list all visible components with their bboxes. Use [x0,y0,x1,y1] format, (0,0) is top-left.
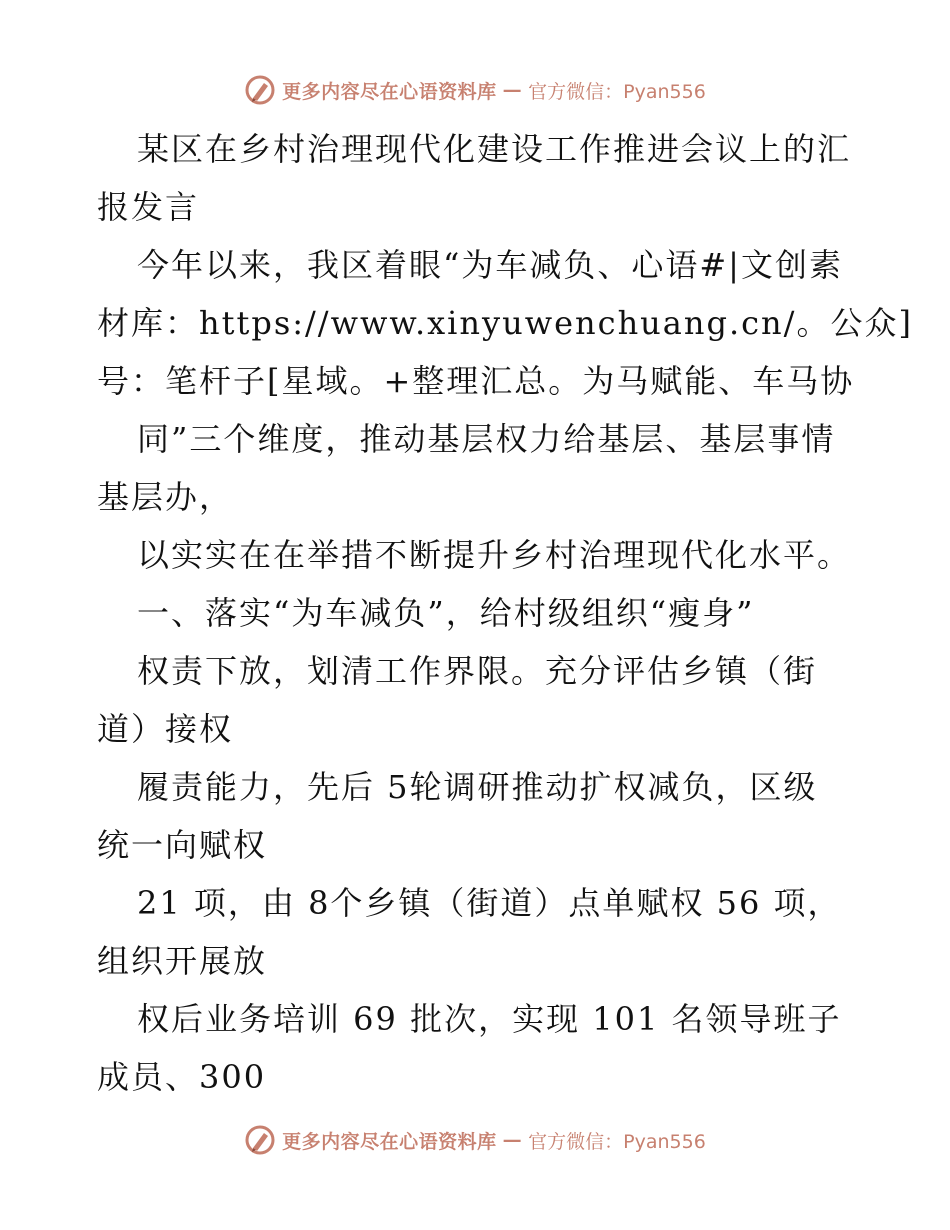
banner-site-text: 更多内容尽在心语资料库 [282,80,497,103]
doc-line-11: 道）接权 [97,710,234,748]
banner-wechat-text: 官方微信：Pyan556 [528,80,706,103]
header-banner [0,70,950,110]
doc-line-12: 履责能力，先后 5轮调研推动扩权减负，区级 [137,768,818,806]
document-body [97,120,913,1106]
doc-line-8: 以实实在在举措不断提升乡村治理现代化水平。 [137,536,852,574]
doc-line-16: 权后业务培训 69 批次，实现 101 名领导班子 [137,1000,842,1038]
pen-logo-icon [244,74,276,106]
banner-dash: — [502,79,523,101]
doc-line-5: 号：笔杆子[星域。+整理汇总。为马赋能、车马协 [97,362,855,400]
banner-dash: — [502,1129,523,1151]
doc-line-17: 成员、300 [97,1058,267,1096]
banner-site-text: 更多内容尽在心语资料库 [282,1130,497,1153]
doc-line-6: 同”三个维度，推动基层权力给基层、基层事情 [137,420,836,458]
pen-logo-icon [244,1124,276,1156]
doc-line-3: 今年以来，我区着眼“为车减负、心语#|文创素 [137,246,843,284]
doc-line-15: 组织开展放 [97,942,268,980]
doc-line-14: 21 项，由 8个乡镇（街道）点单赋权 56 项， [137,884,842,922]
doc-line-13: 统一向赋权 [97,826,268,864]
doc-title-line-1: 某区在乡村治理现代化建设工作推进会议上的汇 [137,130,852,168]
footer-banner [0,1120,950,1160]
doc-line-10: 权责下放，划清工作界限。充分评估乡镇（街 [137,652,818,690]
banner-wechat-text: 官方微信：Pyan556 [528,1130,706,1153]
doc-line-4: 材库：https://www.xinyuwenchuang.cn/。公众] [97,304,913,342]
doc-line-7: 基层办， [97,478,234,516]
doc-section-heading-1: 一、落实“为车减负”，给村级组织“瘦身” [137,594,755,632]
doc-title-line-2: 报发言 [97,188,200,226]
